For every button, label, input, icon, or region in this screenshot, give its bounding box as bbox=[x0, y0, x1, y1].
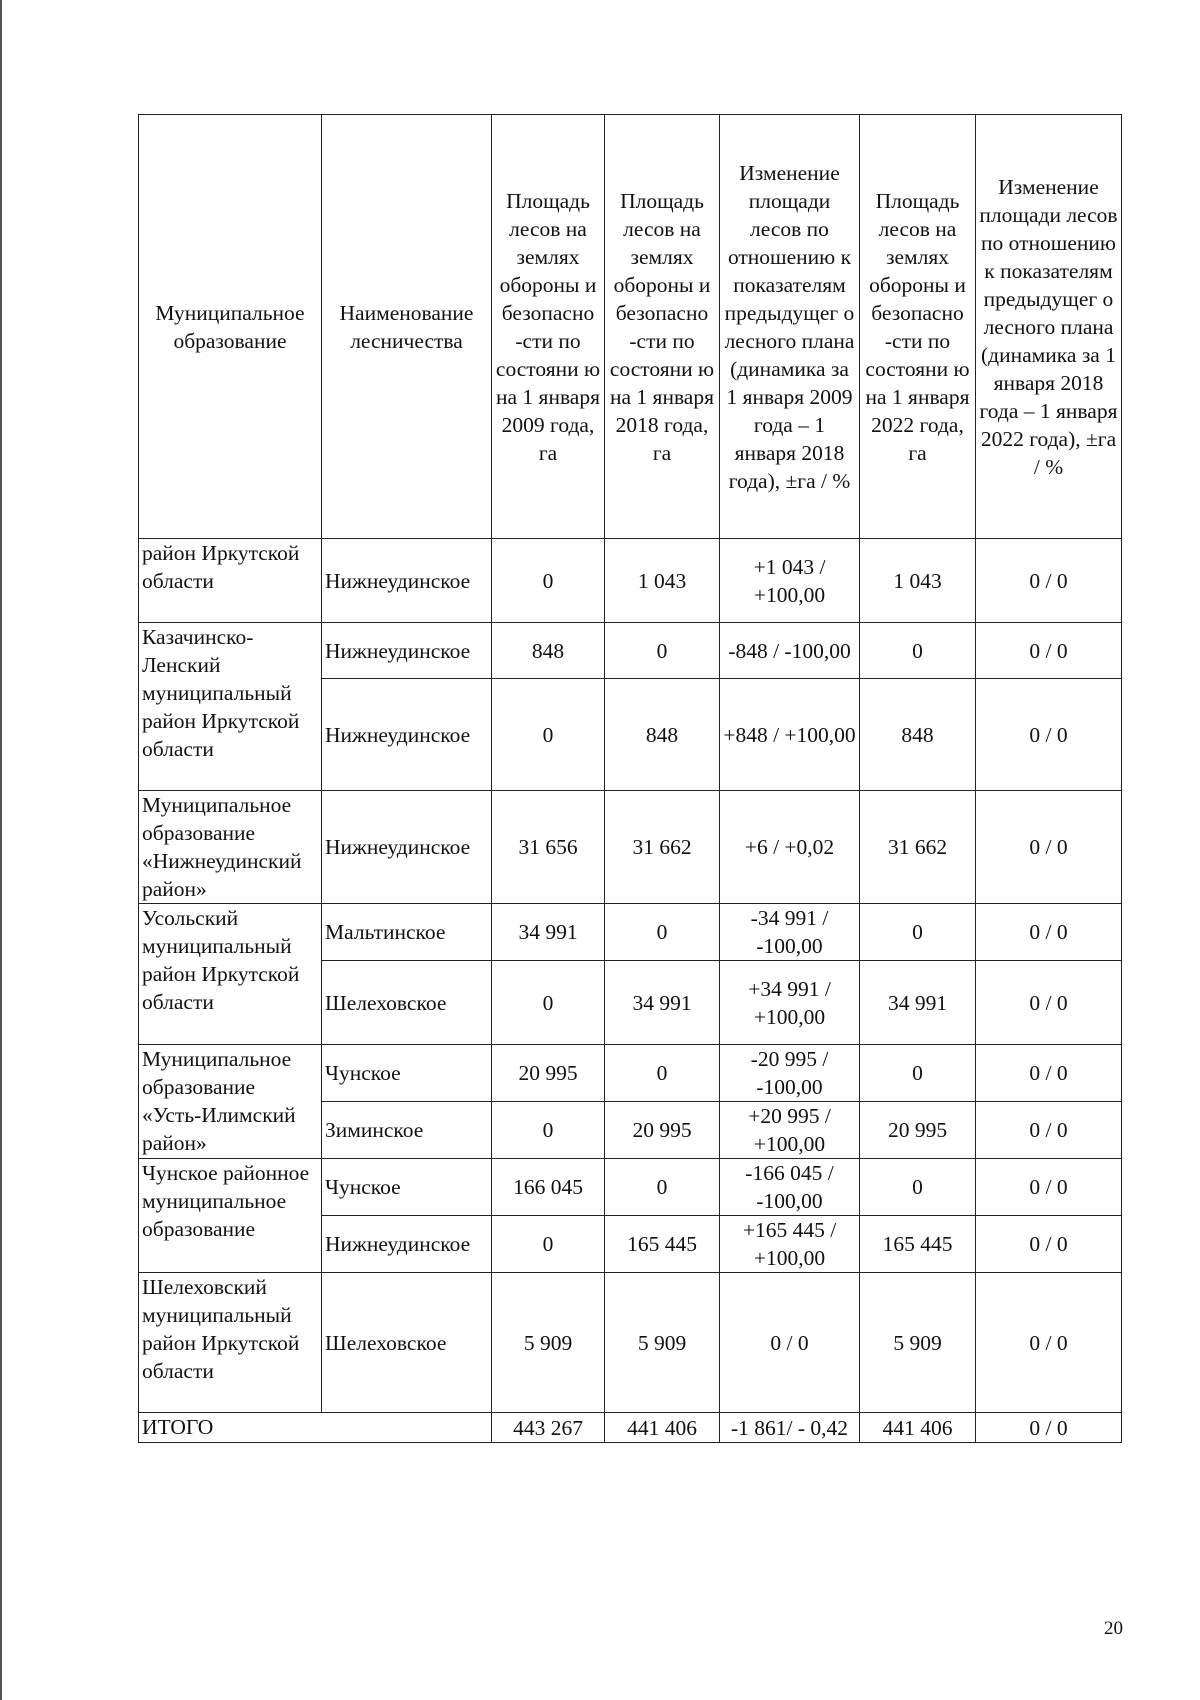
header-area-2018: Площадь лесов на землях обороны и безопасно -сти по состояни ю на 1 января 2018 года, га bbox=[605, 115, 720, 539]
total-label: ИТОГО bbox=[139, 1413, 492, 1443]
area-2022-cell: 31 662 bbox=[860, 791, 976, 904]
change-2009-2018-cell: -20 995 / -100,00 bbox=[720, 1045, 860, 1102]
total-area-2009: 443 267 bbox=[492, 1413, 605, 1443]
change-2009-2018-cell: 0 / 0 bbox=[720, 1273, 860, 1413]
forestry-cell: Зиминское bbox=[322, 1102, 492, 1159]
area-2018-cell: 31 662 bbox=[605, 791, 720, 904]
header-change-2018-2022: Изменение площади лесов по отношению к показателям предыдущег о лесного плана (динамика за 1 января 2018 года – 1 января 2022 года), ±га / % bbox=[976, 115, 1122, 539]
table-row bbox=[139, 904, 1122, 961]
area-2022-cell: 1 043 bbox=[860, 539, 976, 623]
change-2018-2022-cell: 0 / 0 bbox=[976, 904, 1122, 961]
change-2018-2022-cell: 0 / 0 bbox=[976, 623, 1122, 679]
area-2022-cell: 848 bbox=[860, 679, 976, 791]
area-2022-cell: 165 445 bbox=[860, 1216, 976, 1273]
table-row bbox=[139, 791, 1122, 904]
header-area-2022: Площадь лесов на землях обороны и безопасно -сти по состояни ю на 1 января 2022 года, га bbox=[860, 115, 976, 539]
forestry-cell: Чунское bbox=[322, 1045, 492, 1102]
forestry-cell: Нижнеудинское bbox=[322, 539, 492, 623]
municipality-cell: Шелеховский муниципальный район Иркутской области bbox=[139, 1273, 322, 1413]
area-2009-cell: 0 bbox=[492, 679, 605, 791]
area-2009-cell: 0 bbox=[492, 1216, 605, 1273]
table-row bbox=[139, 1273, 1122, 1413]
area-2018-cell: 165 445 bbox=[605, 1216, 720, 1273]
area-2018-cell: 0 bbox=[605, 1045, 720, 1102]
area-2009-cell: 848 bbox=[492, 623, 605, 679]
change-2018-2022-cell: 0 / 0 bbox=[976, 539, 1122, 623]
area-2009-cell: 5 909 bbox=[492, 1273, 605, 1413]
area-2009-cell: 0 bbox=[492, 539, 605, 623]
area-2022-cell: 34 991 bbox=[860, 961, 976, 1045]
change-2018-2022-cell: 0 / 0 bbox=[976, 1102, 1122, 1159]
change-2009-2018-cell: -848 / -100,00 bbox=[720, 623, 860, 679]
total-area-2022: 441 406 bbox=[860, 1413, 976, 1443]
change-2009-2018-cell: -34 991 / -100,00 bbox=[720, 904, 860, 961]
forestry-cell: Мальтинское bbox=[322, 904, 492, 961]
header-area-2009: Площадь лесов на землях обороны и безопасно -сти по состояни ю на 1 января 2009 года, га bbox=[492, 115, 605, 539]
total-change-2009-2018: -1 861/ - 0,42 bbox=[720, 1413, 860, 1443]
municipality-cell: Казачинско-Ленский муниципальный район Иркутской области bbox=[139, 623, 322, 791]
forestry-cell: Нижнеудинское bbox=[322, 623, 492, 679]
page-number: 20 bbox=[1104, 1618, 1123, 1639]
area-2018-cell: 848 bbox=[605, 679, 720, 791]
forestry-cell: Нижнеудинское bbox=[322, 791, 492, 904]
area-2022-cell: 20 995 bbox=[860, 1102, 976, 1159]
area-2018-cell: 20 995 bbox=[605, 1102, 720, 1159]
total-change-2018-2022: 0 / 0 bbox=[976, 1413, 1122, 1443]
forestry-cell: Шелеховское bbox=[322, 1273, 492, 1413]
header-municipality: Муниципальное образование bbox=[139, 115, 322, 539]
change-2009-2018-cell: +6 / +0,02 bbox=[720, 791, 860, 904]
header-row bbox=[139, 115, 1122, 539]
forest-area-table bbox=[138, 114, 1122, 1443]
table-row bbox=[139, 1159, 1122, 1216]
area-2022-cell: 0 bbox=[860, 1045, 976, 1102]
forestry-cell: Нижнеудинское bbox=[322, 679, 492, 791]
area-2009-cell: 166 045 bbox=[492, 1159, 605, 1216]
area-2018-cell: 5 909 bbox=[605, 1273, 720, 1413]
table-row bbox=[139, 539, 1122, 623]
municipality-cell: Усольский муниципальный район Иркутской области bbox=[139, 904, 322, 1045]
area-2009-cell: 0 bbox=[492, 961, 605, 1045]
forestry-cell: Шелеховское bbox=[322, 961, 492, 1045]
forestry-cell: Чунское bbox=[322, 1159, 492, 1216]
change-2009-2018-cell: +20 995 / +100,00 bbox=[720, 1102, 860, 1159]
change-2018-2022-cell: 0 / 0 bbox=[976, 1045, 1122, 1102]
scan-edge bbox=[0, 0, 2, 1700]
change-2018-2022-cell: 0 / 0 bbox=[976, 1216, 1122, 1273]
change-2009-2018-cell: +848 / +100,00 bbox=[720, 679, 860, 791]
change-2009-2018-cell: +34 991 / +100,00 bbox=[720, 961, 860, 1045]
change-2018-2022-cell: 0 / 0 bbox=[976, 679, 1122, 791]
area-2018-cell: 0 bbox=[605, 623, 720, 679]
change-2009-2018-cell: -166 045 / -100,00 bbox=[720, 1159, 860, 1216]
change-2018-2022-cell: 0 / 0 bbox=[976, 1273, 1122, 1413]
change-2018-2022-cell: 0 / 0 bbox=[976, 1159, 1122, 1216]
change-2018-2022-cell: 0 / 0 bbox=[976, 961, 1122, 1045]
area-2018-cell: 0 bbox=[605, 1159, 720, 1216]
municipality-cell: Чунское районное муниципальное образование bbox=[139, 1159, 322, 1273]
area-2022-cell: 0 bbox=[860, 623, 976, 679]
area-2018-cell: 34 991 bbox=[605, 961, 720, 1045]
change-2009-2018-cell: +1 043 / +100,00 bbox=[720, 539, 860, 623]
area-2022-cell: 0 bbox=[860, 904, 976, 961]
municipality-cell: Муниципальное образование «Нижнеудинский район» bbox=[139, 791, 322, 904]
forestry-cell: Нижнеудинское bbox=[322, 1216, 492, 1273]
table-row bbox=[139, 1045, 1122, 1102]
header-forestry: Наименование лесничества bbox=[322, 115, 492, 539]
area-2009-cell: 0 bbox=[492, 1102, 605, 1159]
area-2009-cell: 34 991 bbox=[492, 904, 605, 961]
change-2009-2018-cell: +165 445 / +100,00 bbox=[720, 1216, 860, 1273]
municipality-cell: Муниципальное образование «Усть-Илимский район» bbox=[139, 1045, 322, 1159]
change-2018-2022-cell: 0 / 0 bbox=[976, 791, 1122, 904]
area-2022-cell: 5 909 bbox=[860, 1273, 976, 1413]
header-change-2009-2018: Изменение площади лесов по отношению к показателям предыдущег о лесного плана (динамика за 1 января 2009 года – 1 января 2018 года), ±га / % bbox=[720, 115, 860, 539]
municipality-cell: район Иркутской области bbox=[139, 539, 322, 623]
area-2018-cell: 0 bbox=[605, 904, 720, 961]
total-row bbox=[139, 1413, 1122, 1443]
area-2009-cell: 20 995 bbox=[492, 1045, 605, 1102]
table-row bbox=[139, 623, 1122, 679]
area-2022-cell: 0 bbox=[860, 1159, 976, 1216]
area-2018-cell: 1 043 bbox=[605, 539, 720, 623]
area-2009-cell: 31 656 bbox=[492, 791, 605, 904]
total-area-2018: 441 406 bbox=[605, 1413, 720, 1443]
